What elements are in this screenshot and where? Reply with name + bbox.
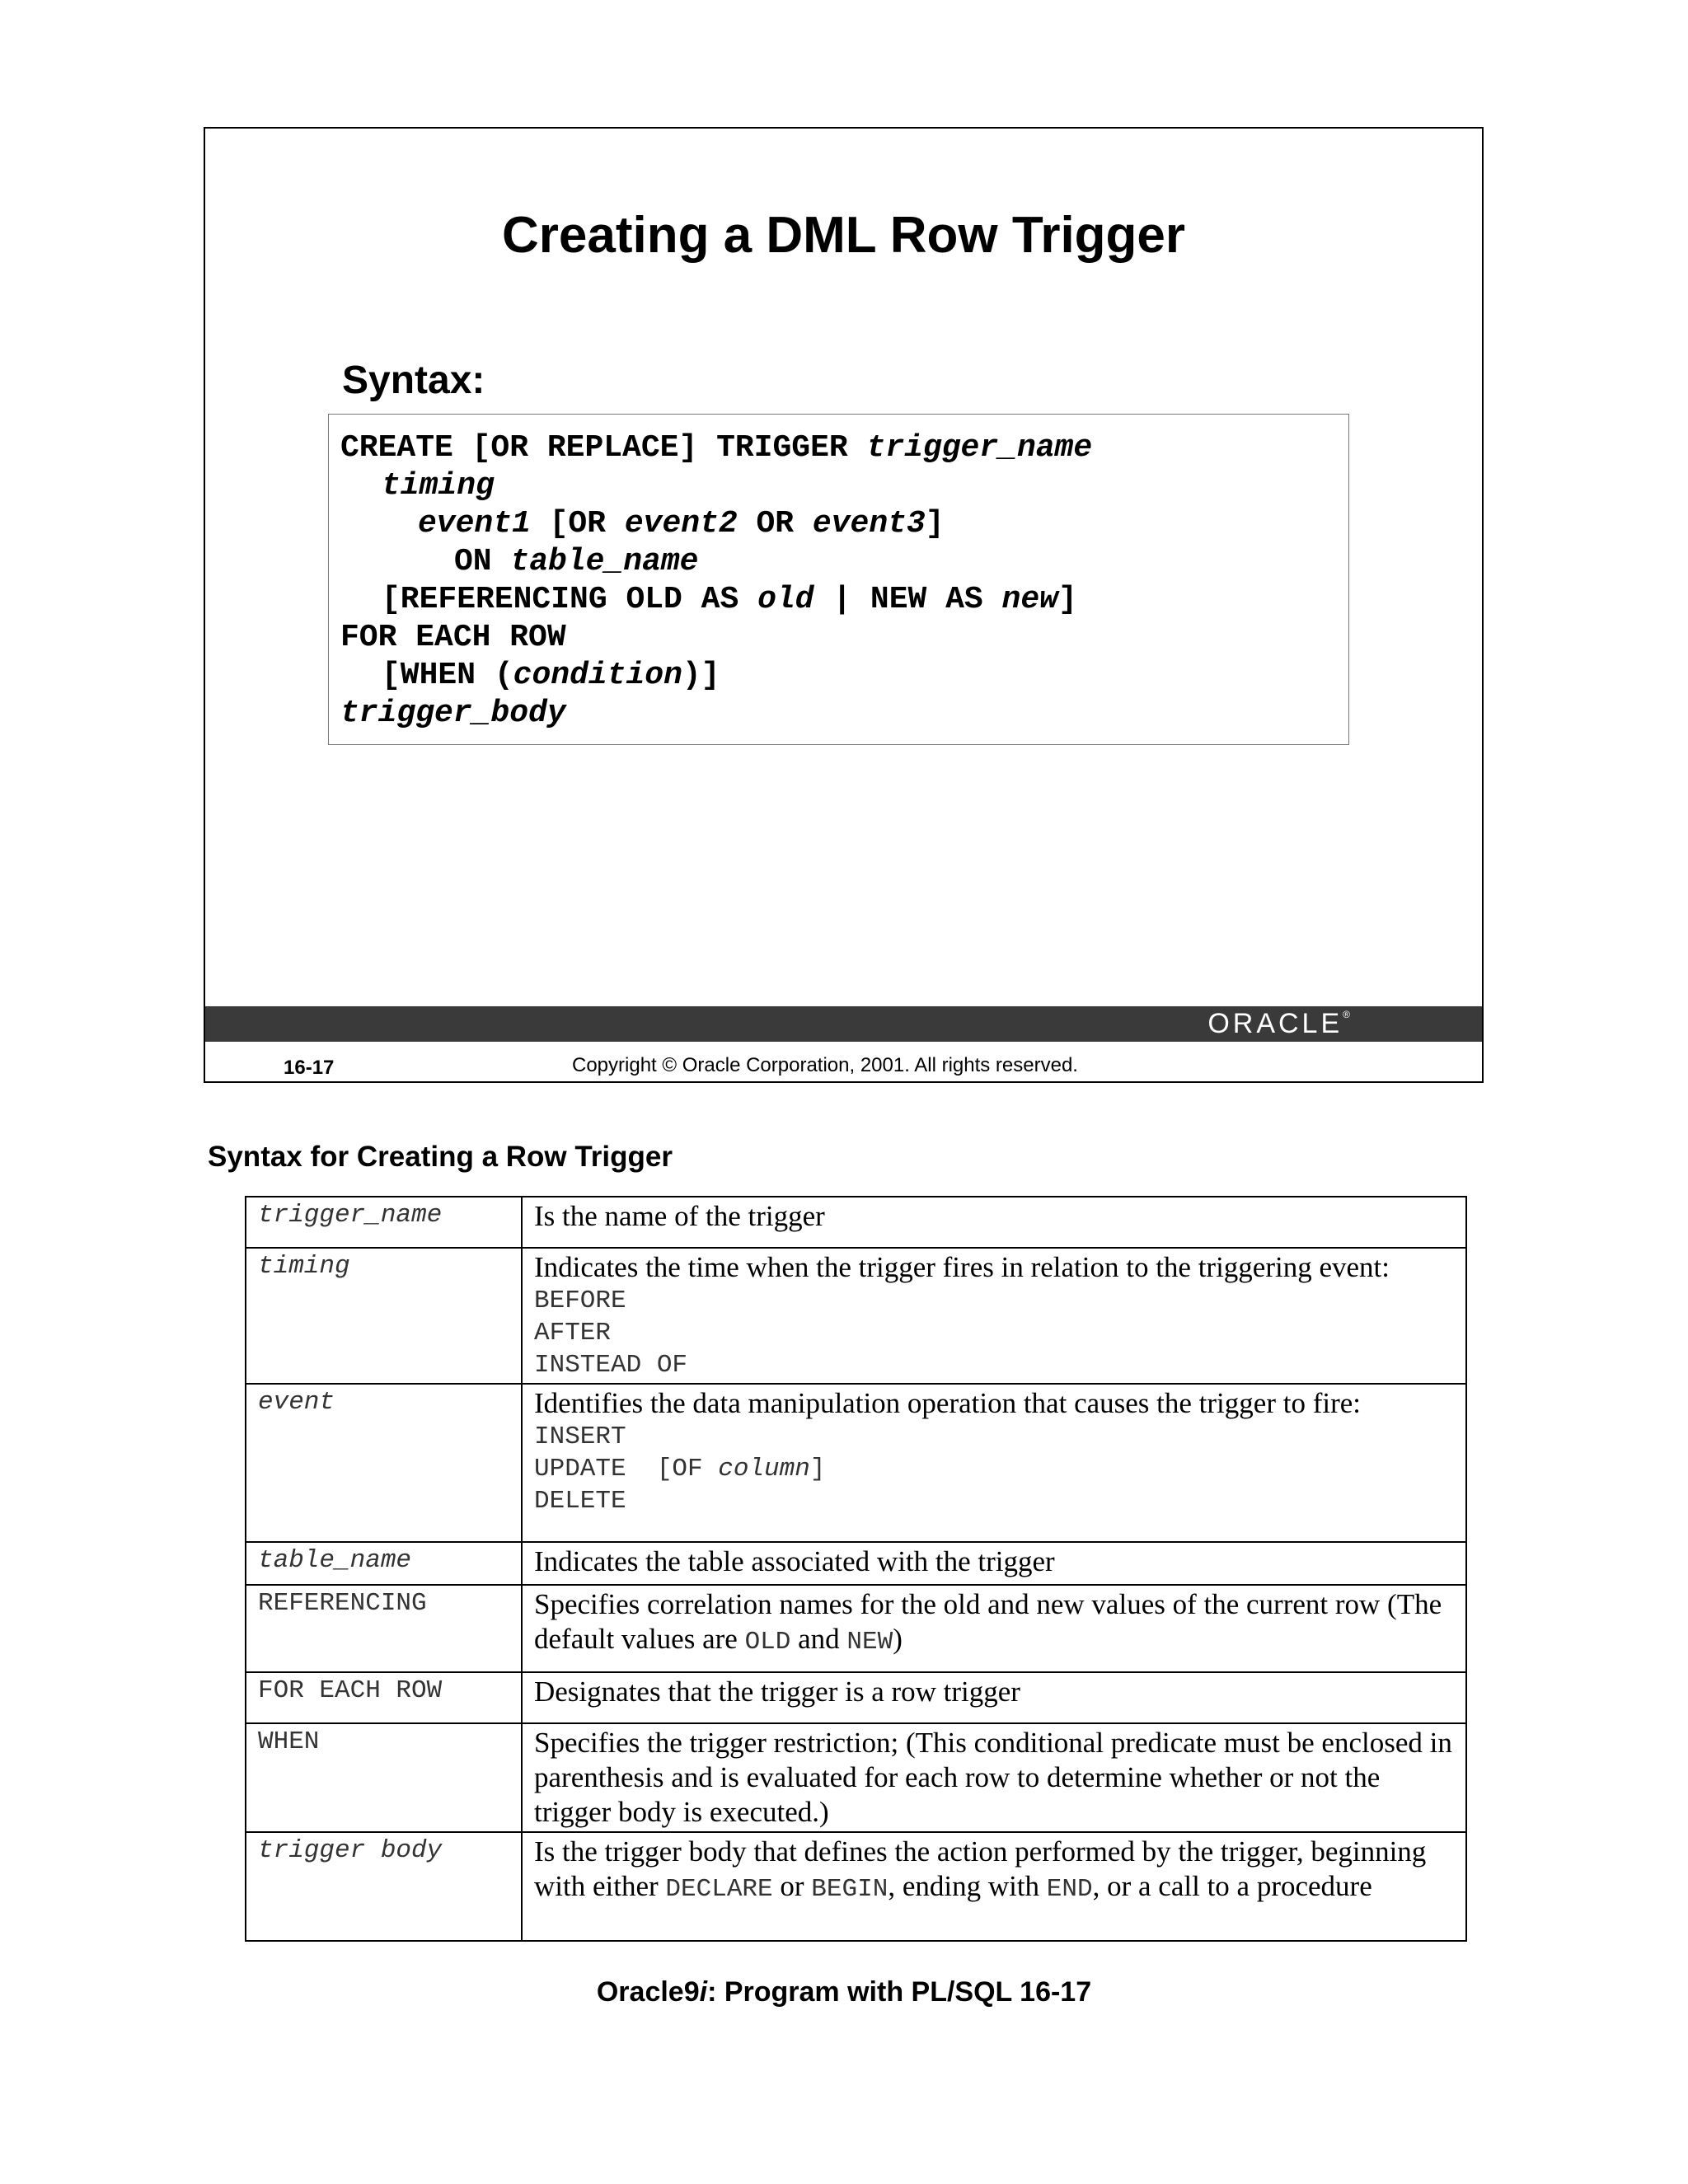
desc-cell: Indicates the table associated with the trigger (522, 1542, 1466, 1585)
table-row (246, 1197, 1466, 1248)
syntax-heading: Syntax: (342, 359, 485, 402)
oracle-logo: ORACLE® (1207, 1008, 1350, 1039)
desc-cell: Specifies correlation names for the old and new values of the current row (The default values are OLD and NEW) (522, 1585, 1466, 1672)
option-after: AFTER (534, 1319, 612, 1347)
term-when: WHEN (258, 1727, 320, 1756)
term-cell (246, 1542, 522, 1585)
code-line-8: trigger_body (340, 696, 566, 731)
term-event: event (258, 1388, 335, 1417)
term-cell (246, 1197, 522, 1248)
table-row (246, 1384, 1466, 1542)
option-before: BEFORE (534, 1286, 626, 1315)
desc-text: Indicates the time when the trigger fires in relation to the triggering event: (534, 1251, 1390, 1283)
term-cell (246, 1384, 522, 1542)
desc-cell: Specifies the trigger restriction; (This conditional predicate must be enclosed in parenthesis and is evaluated for each row to determine whether or not the trigger body is executed.) (522, 1723, 1466, 1832)
desc-cell: Is the trigger body that defines the action performed by the trigger, beginning with either DECLARE or BEGIN, ending with END, or a call to a procedure (522, 1832, 1466, 1941)
term-cell (246, 1585, 522, 1672)
option-update: UPDATE [OF column] (534, 1455, 826, 1483)
option-instead-of: INSTEAD OF (534, 1351, 688, 1380)
term-cell (246, 1723, 522, 1832)
copyright-notice: Copyright © Oracle Corporation, 2001. All rights reserved. (572, 1054, 1078, 1076)
term-for-each-row: FOR EACH ROW (258, 1676, 443, 1705)
slide-number: 16-17 (284, 1057, 335, 1079)
desc-cell (522, 1248, 1466, 1384)
term-cell (246, 1248, 522, 1384)
desc-text: Identifies the data manipulation operation that causes the trigger to fire: (534, 1387, 1361, 1419)
term-cell (246, 1832, 522, 1941)
option-insert: INSERT (534, 1422, 626, 1451)
syntax-table (245, 1196, 1467, 1942)
table-row (246, 1542, 1466, 1585)
code-line-6: FOR EACH ROW (340, 620, 566, 655)
term-trigger-body: trigger body (258, 1836, 443, 1865)
term-referencing: REFERENCING (258, 1589, 427, 1618)
code-line-1: CREATE [OR REPLACE] TRIGGER trigger_name (340, 430, 1093, 466)
table-row (246, 1723, 1466, 1832)
slide-frame (204, 127, 1484, 1083)
table-row (246, 1248, 1466, 1384)
table-row (246, 1585, 1466, 1672)
table-row (246, 1832, 1466, 1941)
code-line-3: event1 [OR event2 OR event3] (418, 506, 945, 541)
code-line-4: ON table_name (454, 544, 699, 579)
page-footer: Oracle9i: Program with PL/SQL 16-17 (596, 1976, 1092, 2008)
code-line-5: [REFERENCING OLD AS old | NEW AS new] (382, 582, 1077, 617)
table-row (246, 1672, 1466, 1723)
term-timing: timing (258, 1252, 350, 1281)
desc-cell: Designates that the trigger is a row trigger (522, 1672, 1466, 1723)
slide-footer-bar (205, 1006, 1482, 1042)
section-heading: Syntax for Creating a Row Trigger (208, 1141, 673, 1173)
slide-title: Creating a DML Row Trigger (501, 207, 1186, 264)
option-delete: DELETE (534, 1487, 626, 1516)
desc-cell: Is the name of the trigger (522, 1197, 1466, 1248)
code-line-2: timing (382, 468, 495, 504)
term-table-name: table_name (258, 1546, 412, 1575)
syntax-code-box (328, 414, 1349, 745)
term-trigger-name: trigger_name (258, 1201, 443, 1230)
desc-cell (522, 1384, 1466, 1542)
code-line-7: [WHEN (condition)] (382, 658, 720, 693)
term-cell (246, 1672, 522, 1723)
